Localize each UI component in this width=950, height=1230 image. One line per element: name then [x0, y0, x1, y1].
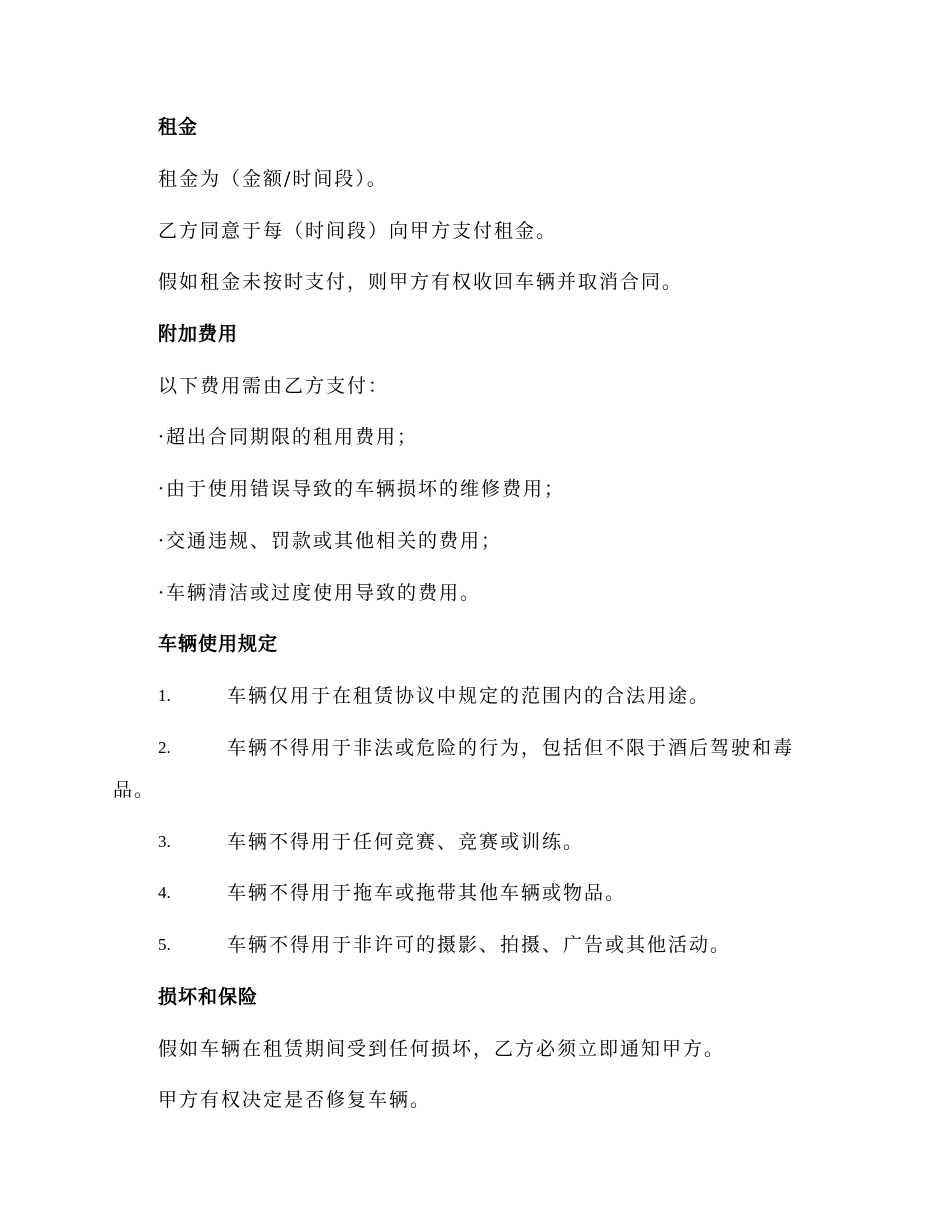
section-heading-damage-insurance: 损坏和保险 [158, 986, 259, 1008]
section-heading-rent: 租金 [158, 116, 199, 138]
usage-rule-number-4: 4. [158, 883, 171, 902]
rent-paragraph-3: 假如租金未按时支付，则甲方有权收回车辆并取消合同。 [158, 271, 684, 293]
rent-paragraph-1: 租金为（金额/时间段）。 [158, 168, 388, 190]
usage-rule-text-4: 车辆不得用于拖车或拖带其他车辆或物品。 [227, 882, 627, 904]
section-heading-usage-rules: 车辆使用规定 [158, 633, 279, 655]
usage-rule-text-3: 车辆不得用于任何竞赛、竞赛或训练。 [227, 831, 585, 853]
usage-rule-number-3: 3. [158, 832, 171, 851]
usage-rule-number-5: 5. [158, 935, 171, 954]
usage-rule-text-2-continued: 品。 [113, 779, 156, 801]
usage-rule-text-5: 车辆不得用于非许可的摄影、拍摄、广告或其他活动。 [227, 934, 732, 956]
usage-rule-number-1: 1. [158, 686, 171, 705]
extra-fees-bullet-3: ·交通违规、罚款或其他相关的费用； [158, 530, 503, 552]
extra-fees-bullet-2: ·由于使用错误导致的车辆损坏的维修费用； [158, 478, 566, 500]
damage-paragraph-1: 假如车辆在租赁期间受到任何损坏，乙方必须立即通知甲方。 [158, 1038, 726, 1060]
extra-fees-intro: 以下费用需由乙方支付： [158, 375, 390, 397]
extra-fees-bullet-4: ·车辆清洁或过度使用导致的费用。 [158, 582, 482, 604]
rent-paragraph-2: 乙方同意于每（时间段）向甲方支付租金。 [158, 220, 558, 242]
section-heading-extra-fees: 附加费用 [158, 323, 239, 345]
usage-rule-text-2: 车辆不得用于非法或危险的行为，包括但不限于酒后驾驶和毒 [227, 737, 795, 759]
damage-paragraph-2: 甲方有权决定是否修复车辆。 [158, 1089, 432, 1111]
usage-rule-number-2: 2. [158, 738, 171, 757]
extra-fees-bullet-1: ·超出合同期限的租用费用； [158, 426, 419, 448]
usage-rule-text-1: 车辆仅用于在租赁协议中规定的范围内的合法用途。 [227, 685, 711, 707]
